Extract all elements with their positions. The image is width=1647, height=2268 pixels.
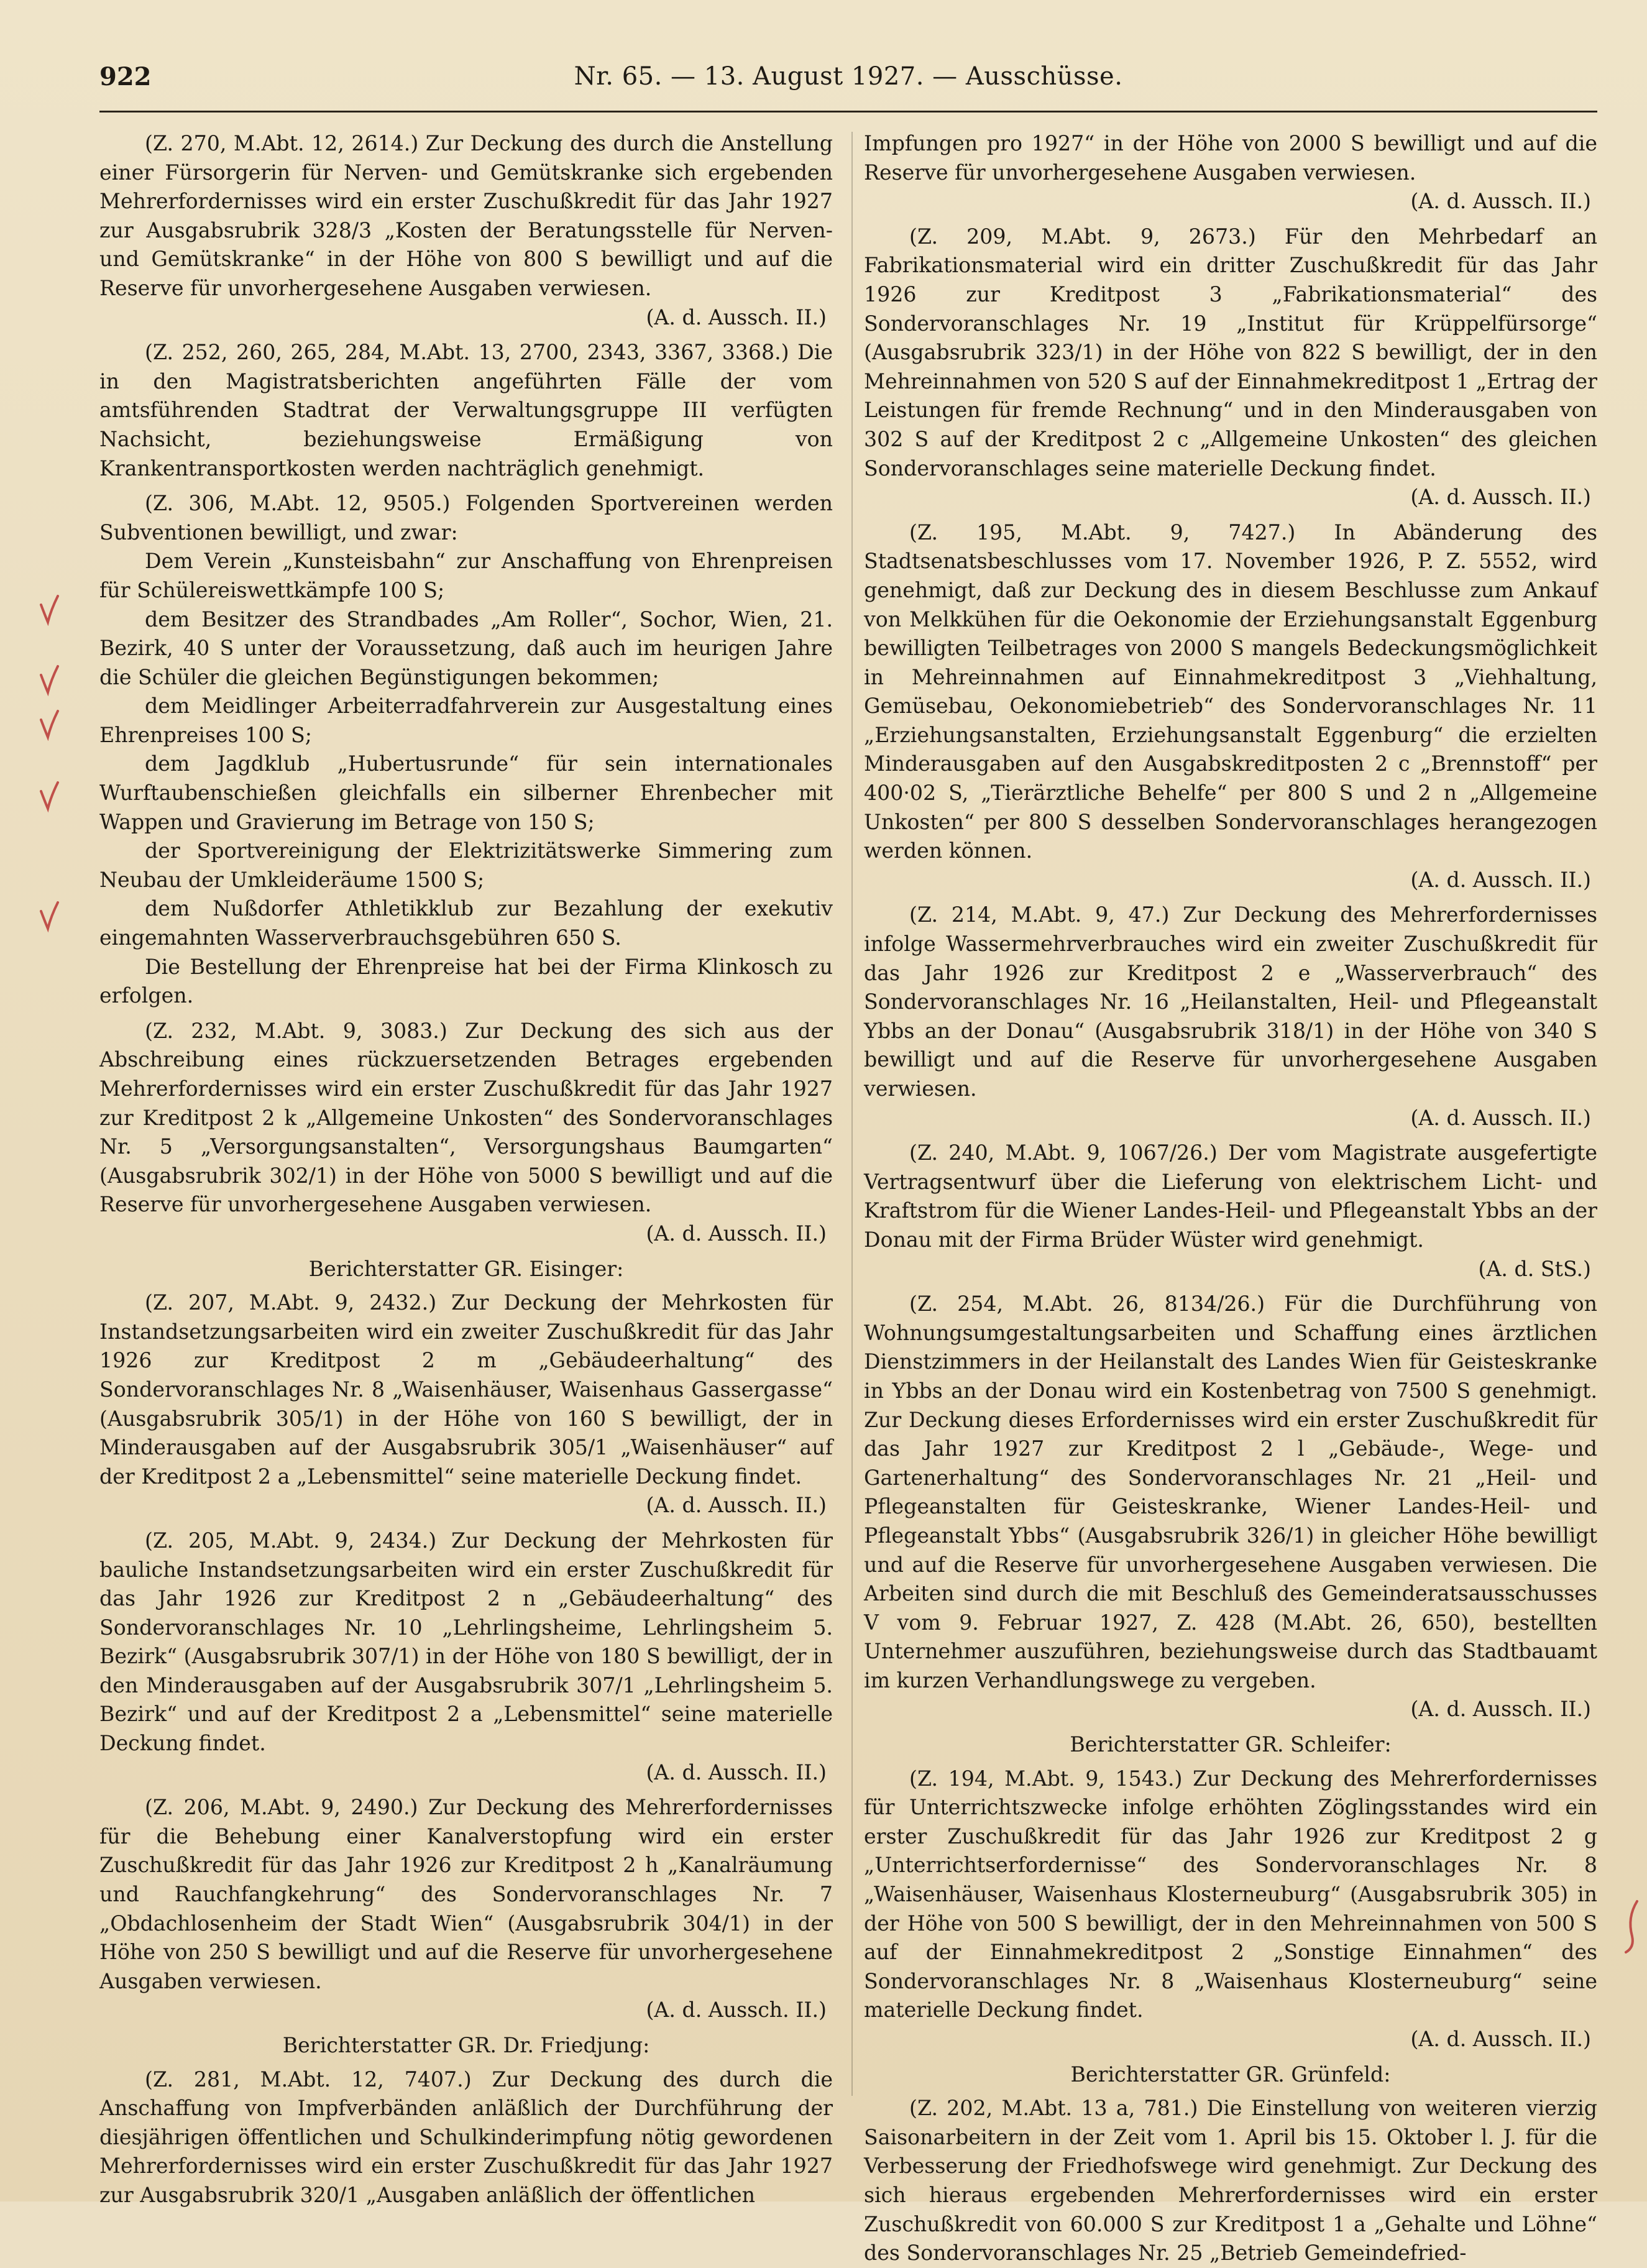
committee-note: (A. d. Aussch. II.) — [646, 1998, 827, 2022]
handwritten-check-mark — [39, 709, 60, 741]
entry-paragraph: (Z. 194, M.Abt. 9, 1543.) Zur Deckung des Mehrerfordernisses für Unterrichtszwecke infolge erhöhten Zöglingsstandes wird ein erster Zuschußkredit für das Jahr 1926 zur Kreditpost 2 g „Unterrichtserfordernisse“ des Sondervoranschlages Nr. 8 „Waisenhäuser, Waisenhaus Klosterneuburg“ (Ausgabsrubrik 305) in der Höhe von 500 S bewilligt, der in den Mehreinnahmen von 500 S auf der Einnahmekreditpost 2 „Sonstige Einnahmen“ des Sondervoranschlages Nr. 8 „Waisenhaus Klosterneuburg“ seine materielle Deckung findet. — [864, 1766, 1597, 2022]
entry-paragraph: (Z. 206, M.Abt. 9, 2490.) Zur Deckung des Mehrerfordernisses für die Behebung einer Kanalverstopfung wird ein erster Zuschußkredit für das Jahr 1926 zur Kreditpost 2 h „Kanalräumung und Rauchfangkehrung“ des Sondervoranschlages Nr. 7 „Obdachlosenheim der Stadt Wien“ (Ausgabsrubrik 304/1) in der Höhe von 250 S bewilligt und auf die Reserve für unvorhergesehene Ausgaben verwiesen. — [99, 1795, 833, 1993]
entry-paragraph: (Z. 240, M.Abt. 9, 1067/26.) Der vom Magistrate ausgefertigte Vertragsentwurf über die Lieferung von elektrischem Licht- und Kraftstrom für die Wiener Landes-Heil- und Pflegeanstalt Ybbs an der Donau mit der Firma Brüder Wüster wird genehmigt. — [864, 1141, 1597, 1252]
reporter-heading: Berichterstatter GR. Schleifer: — [1070, 1732, 1392, 1757]
entry-paragraph: (Z. 306, M.Abt. 12, 9505.) Folgenden Sportvereinen werden Subventionen bewilligt, und zwar: — [99, 491, 833, 544]
subsidy-item: dem Nußdorfer Athletikklub zur Bezahlung der exekutiv eingemahnten Wasserverbrauchsgebühren 650 S. — [99, 896, 833, 950]
committee-note: (A. d. StS.) — [1478, 1256, 1591, 1281]
page-header — [99, 57, 1597, 112]
reporter-heading: Berichterstatter GR. Grünfeld: — [1070, 2062, 1391, 2087]
reporter-heading: Berichterstatter GR. Eisinger: — [308, 1256, 624, 1281]
page-number: 922 — [99, 62, 152, 91]
subsidy-item: dem Besitzer des Strandbades „Am Roller“, Sochor, Wien, 21. Bezirk, 40 S unter der Voraussetzung, daß auch im heurigen Jahre die Schüler die gleichen Begünstigungen bekommen; — [99, 607, 833, 689]
entry-paragraph: (Z. 214, M.Abt. 9, 47.) Zur Deckung des Mehrerfordernisses infolge Wassermehrverbrauches wird ein zweiter Zuschußkredit für das Jahr 1926 zur Kreditpost 2 e „Wasserverbrauch“ des Sondervoranschlages Nr. 16 „Heilanstalten, Heil- und Pflegeanstalt Ybbs an der Donau“ (Ausgabsrubrik 318/1) in der Höhe von 340 S bewilligt und auf die Reserve für unvorhergesehene Ausgaben verwiesen. — [864, 902, 1597, 1101]
subsidy-item: dem Meidlinger Arbeiterradfahrverein zur Ausgestaltung eines Ehrenpreises 100 S; — [99, 694, 833, 747]
committee-note: (A. d. Aussch. II.) — [646, 1760, 827, 1784]
handwritten-check-mark — [39, 664, 60, 696]
handwritten-check-mark — [39, 900, 60, 932]
entry-paragraph: (Z. 281, M.Abt. 12, 7407.) Zur Deckung des durch die Anschaffung von Impfverbänden anläßlich der Durchführung der diesjährigen öffentlichen und Schulkinderimpfung nötig gewordenen Mehrerfordernisses wird ein erster Zuschußkredit für das Jahr 1927 zur Ausgabsrubrik 320/1 „Ausgaben anläßlich der öffentlichen — [99, 2067, 833, 2207]
reporter-heading: Berichterstatter GR. Dr. Friedjung: — [282, 2033, 650, 2057]
committee-note: (A. d. Aussch. II.) — [1410, 485, 1591, 510]
entry-paragraph: (Z. 232, M.Abt. 9, 3083.) Zur Deckung des sich aus der Abschreibung eines rückzuersetzenden Betrages ergebenden Mehrerfordernisses wird ein erster Zuschußkredit für das Jahr 1927 zur Kreditpost 2 k „Allgemeine Unkosten“ des Sondervoranschlages Nr. 5 „Versorgungsanstalten“, Versorgungshaus Baumgarten“ (Ausgabsrubrik 302/1) in der Höhe von 5000 S bewilligt und auf die Reserve für unvorhergesehene Ausgaben verwiesen. — [99, 1018, 833, 1217]
entry-paragraph: (Z. 207, M.Abt. 9, 2432.) Zur Deckung der Mehrkosten für Instandsetzungsarbeiten wird ein zweiter Zuschußkredit für das Jahr 1926 zur Kreditpost 2 m „Gebäudeerhaltung“ des Sondervoranschlages Nr. 8 „Waisenhäuser, Waisenhaus Gassergasse“ (Ausgabsrubrik 305/1) in der Höhe von 160 S bewilligt, der in Minderausgaben auf der Ausgabsrubrik 305/1 „Waisenhäuser“ auf der Kreditpost 2 a „Lebensmittel“ seine materielle Deckung findet. — [99, 1290, 833, 1489]
margin-pencil-mark — [1618, 1899, 1641, 1955]
subsidy-item: dem Jagdklub „Hubertusrunde“ für sein internationales Wurftaubenschießen gleichfalls ein silberner Ehrenbecher mit Wappen und Gravierung im Betrage von 150 S; — [99, 751, 833, 834]
entry-paragraph: (Z. 254, M.Abt. 26, 8134/26.) Für die Durchführung von Wohnungsumgestaltungsarbeiten und Schaffung eines ärztlichen Dienstzimmers in der Heilanstalt des Landes Wien für Geisteskranke in Ybbs an der Donau wird ein Kostenbetrag von 7500 S genehmigt. Zur Deckung dieses Erfordernisses wird ein erster Zuschußkredit für das Jahr 1927 zur Kreditpost 2 l „Gebäude-, Wege- und Gartenerhaltung“ des Sondervoranschlages Nr. 21 „Heil- und Pflegeanstalten für Geisteskranke, Wiener Landes-Heil- und Pflegeanstalt Ybbs“ (Ausgabsrubrik 326/1) in gleicher Höhe bewilligt und auf die Reserve für unvorhergesehene Ausgaben verwiesen. Die Arbeiten sind durch die mit Beschluß des Gemeinderatsausschusses V vom 9. Februar 1927, Z. 428 (M.Abt. 26, 650), bestellten Unternehmer auszuführen, beziehungsweise durch das Stadtbauamt im kurzen Verhandlungswege zu vergeben. — [864, 1292, 1597, 1692]
handwritten-check-mark — [39, 594, 60, 626]
committee-note: (A. d. Aussch. II.) — [1410, 867, 1591, 892]
entry-paragraph: (Z. 209, M.Abt. 9, 2673.) Für den Mehrbedarf an Fabrikationsmaterial wird ein dritter Zuschußkredit für das Jahr 1926 zur Kreditpost 3 „Fabrikationsmaterial“ des Sondervoranschlages Nr. 19 „Institut für Krüppelfürsorge“ (Ausgabsrubrik 323/1) in der Höhe von 822 S bewilligt, der in den Mehreinnahmen von 520 S auf der Einnahmekreditpost 1 „Ertrag der Leistungen für fremde Rechnung“ und in den Minderausgaben von 302 S auf der Kreditpost 2 c „Allgemeine Unkosten“ des gleichen Sondervoranschlages seine materielle Deckung findet. — [864, 224, 1597, 480]
entry-paragraph: Impfungen pro 1927“ in der Höhe von 2000 S bewilligt und auf die Reserve für unvorhergesehene Ausgaben verwiesen. — [864, 131, 1597, 185]
entry-paragraph: (Z. 252, 260, 265, 284, M.Abt. 13, 2700, 2343, 3367, 3368.) Die in den Magistratsberichten angeführten Fälle der vom amtsführenden Stadtrat der Verwaltungsgruppe III verfügten Nachsicht, beziehungsweise Ermäßigung von Krankentransportkosten werden nachträglich genehmigt. — [99, 340, 833, 480]
committee-note: (A. d. Aussch. II.) — [1410, 189, 1591, 214]
handwritten-check-mark — [39, 780, 60, 812]
entry-paragraph: (Z. 202, M.Abt. 13 a, 781.) Die Einstellung von weiteren vierzig Saisonarbeitern in der Zeit vom 1. April bis 15. Oktober l. J. für die Verbesserung der Friedhofswege wird genehmigt. Zur Deckung des sich hieraus ergebenden Mehrerfordernisses wird ein erster Zuschußkredit von 60.000 S zur Kreditpost 1 a „Gehalte und Löhne“ des Sondervoranschlages Nr. 25 „Betrieb Gemeindefried- — [864, 2096, 1597, 2266]
committee-note: (A. d. Aussch. II.) — [1410, 2027, 1591, 2051]
entry-paragraph: (Z. 195, M.Abt. 9, 7427.) In Abänderung des Stadtsenatsbeschlusses vom 17. November 1926, P. Z. 5552, wird genehmigt, daß zur Deckung des in diesem Beschlusse zum Ankauf von Melkkühen für die Oekonomie der Erziehungsanstalt Eggenburg bewilligten Teilbetrages von 2000 S mangels Bedeckungsmöglichkeit in Mehreinnahmen auf Einnahmekreditpost 3 „Viehhaltung, Gemüsebau, Oekonomiebetrieb“ des Sondervoranschlages Nr. 11 „Erziehungsanstalten, Erziehungsanstalt Eggenburg“ die erzielten Minderausgaben auf den Ausgabskreditposten 2 c „Brennstoff“ per 400·02 S, „Tierärztliche Behelfe“ per 800 S und 2 n „Allgemeine Unkosten“ per 800 S desselben Sondervoranschlages herangezogen werden können. — [864, 520, 1597, 863]
committee-note: (A. d. Aussch. II.) — [1410, 1697, 1591, 1722]
subsidy-item: der Sportvereinigung der Elektrizitätswerke Simmering zum Neubau der Umkleideräume 1500 S; — [99, 838, 833, 892]
entry-paragraph: (Z. 205, M.Abt. 9, 2434.) Zur Deckung der Mehrkosten für bauliche Instandsetzungsarbeiten wird ein erster Zuschußkredit für das Jahr 1926 zur Kreditpost 2 n „Gebäudeerhaltung“ des Sondervoranschlages Nr. 10 „Lehrlingsheime, Lehrlingsheim 5. Bezirk“ (Ausgabsrubrik 307/1) in der Höhe von 180 S bewilligt, der in den Minderausgaben auf der Ausgabsrubrik 307/1 „Lehrlingsheim 5. Bezirk“ und auf der Kreditpost 2 a „Lebensmittel“ seine materielle Deckung findet. — [99, 1528, 833, 1756]
column-divider — [851, 132, 853, 2096]
committee-note: (A. d. Aussch. II.) — [646, 305, 827, 329]
right-column — [864, 129, 1597, 2266]
committee-note: (A. d. Aussch. II.) — [646, 1221, 827, 1246]
running-title: Nr. 65. — 13. August 1927. — Ausschüsse. — [574, 62, 1123, 91]
subsidy-item: Dem Verein „Kunsteisbahn“ zur Anschaffung von Ehrenpreisen für Schülereiswettkämpfe 100 S; — [99, 549, 833, 602]
committee-note: (A. d. Aussch. II.) — [646, 1493, 827, 1518]
left-column — [99, 129, 833, 2207]
committee-note: (A. d. Aussch. II.) — [1410, 1105, 1591, 1130]
entry-paragraph: (Z. 270, M.Abt. 12, 2614.) Zur Deckung des durch die Anstellung einer Fürsorgerin für Nerven- und Gemütskranke sich ergebenden Mehrerfordernisses wird ein erster Zuschußkredit für das Jahr 1927 zur Ausgabsrubrik 328/3 „Kosten der Beratungsstelle für Nerven- und Gemütskranke“ in der Höhe von 800 S bewilligt und auf die Reserve für unvorhergesehene Ausgaben verwiesen. — [99, 131, 833, 300]
subsidy-item: Die Bestellung der Ehrenpreise hat bei der Firma Klinkosch zu erfolgen. — [99, 954, 833, 1008]
